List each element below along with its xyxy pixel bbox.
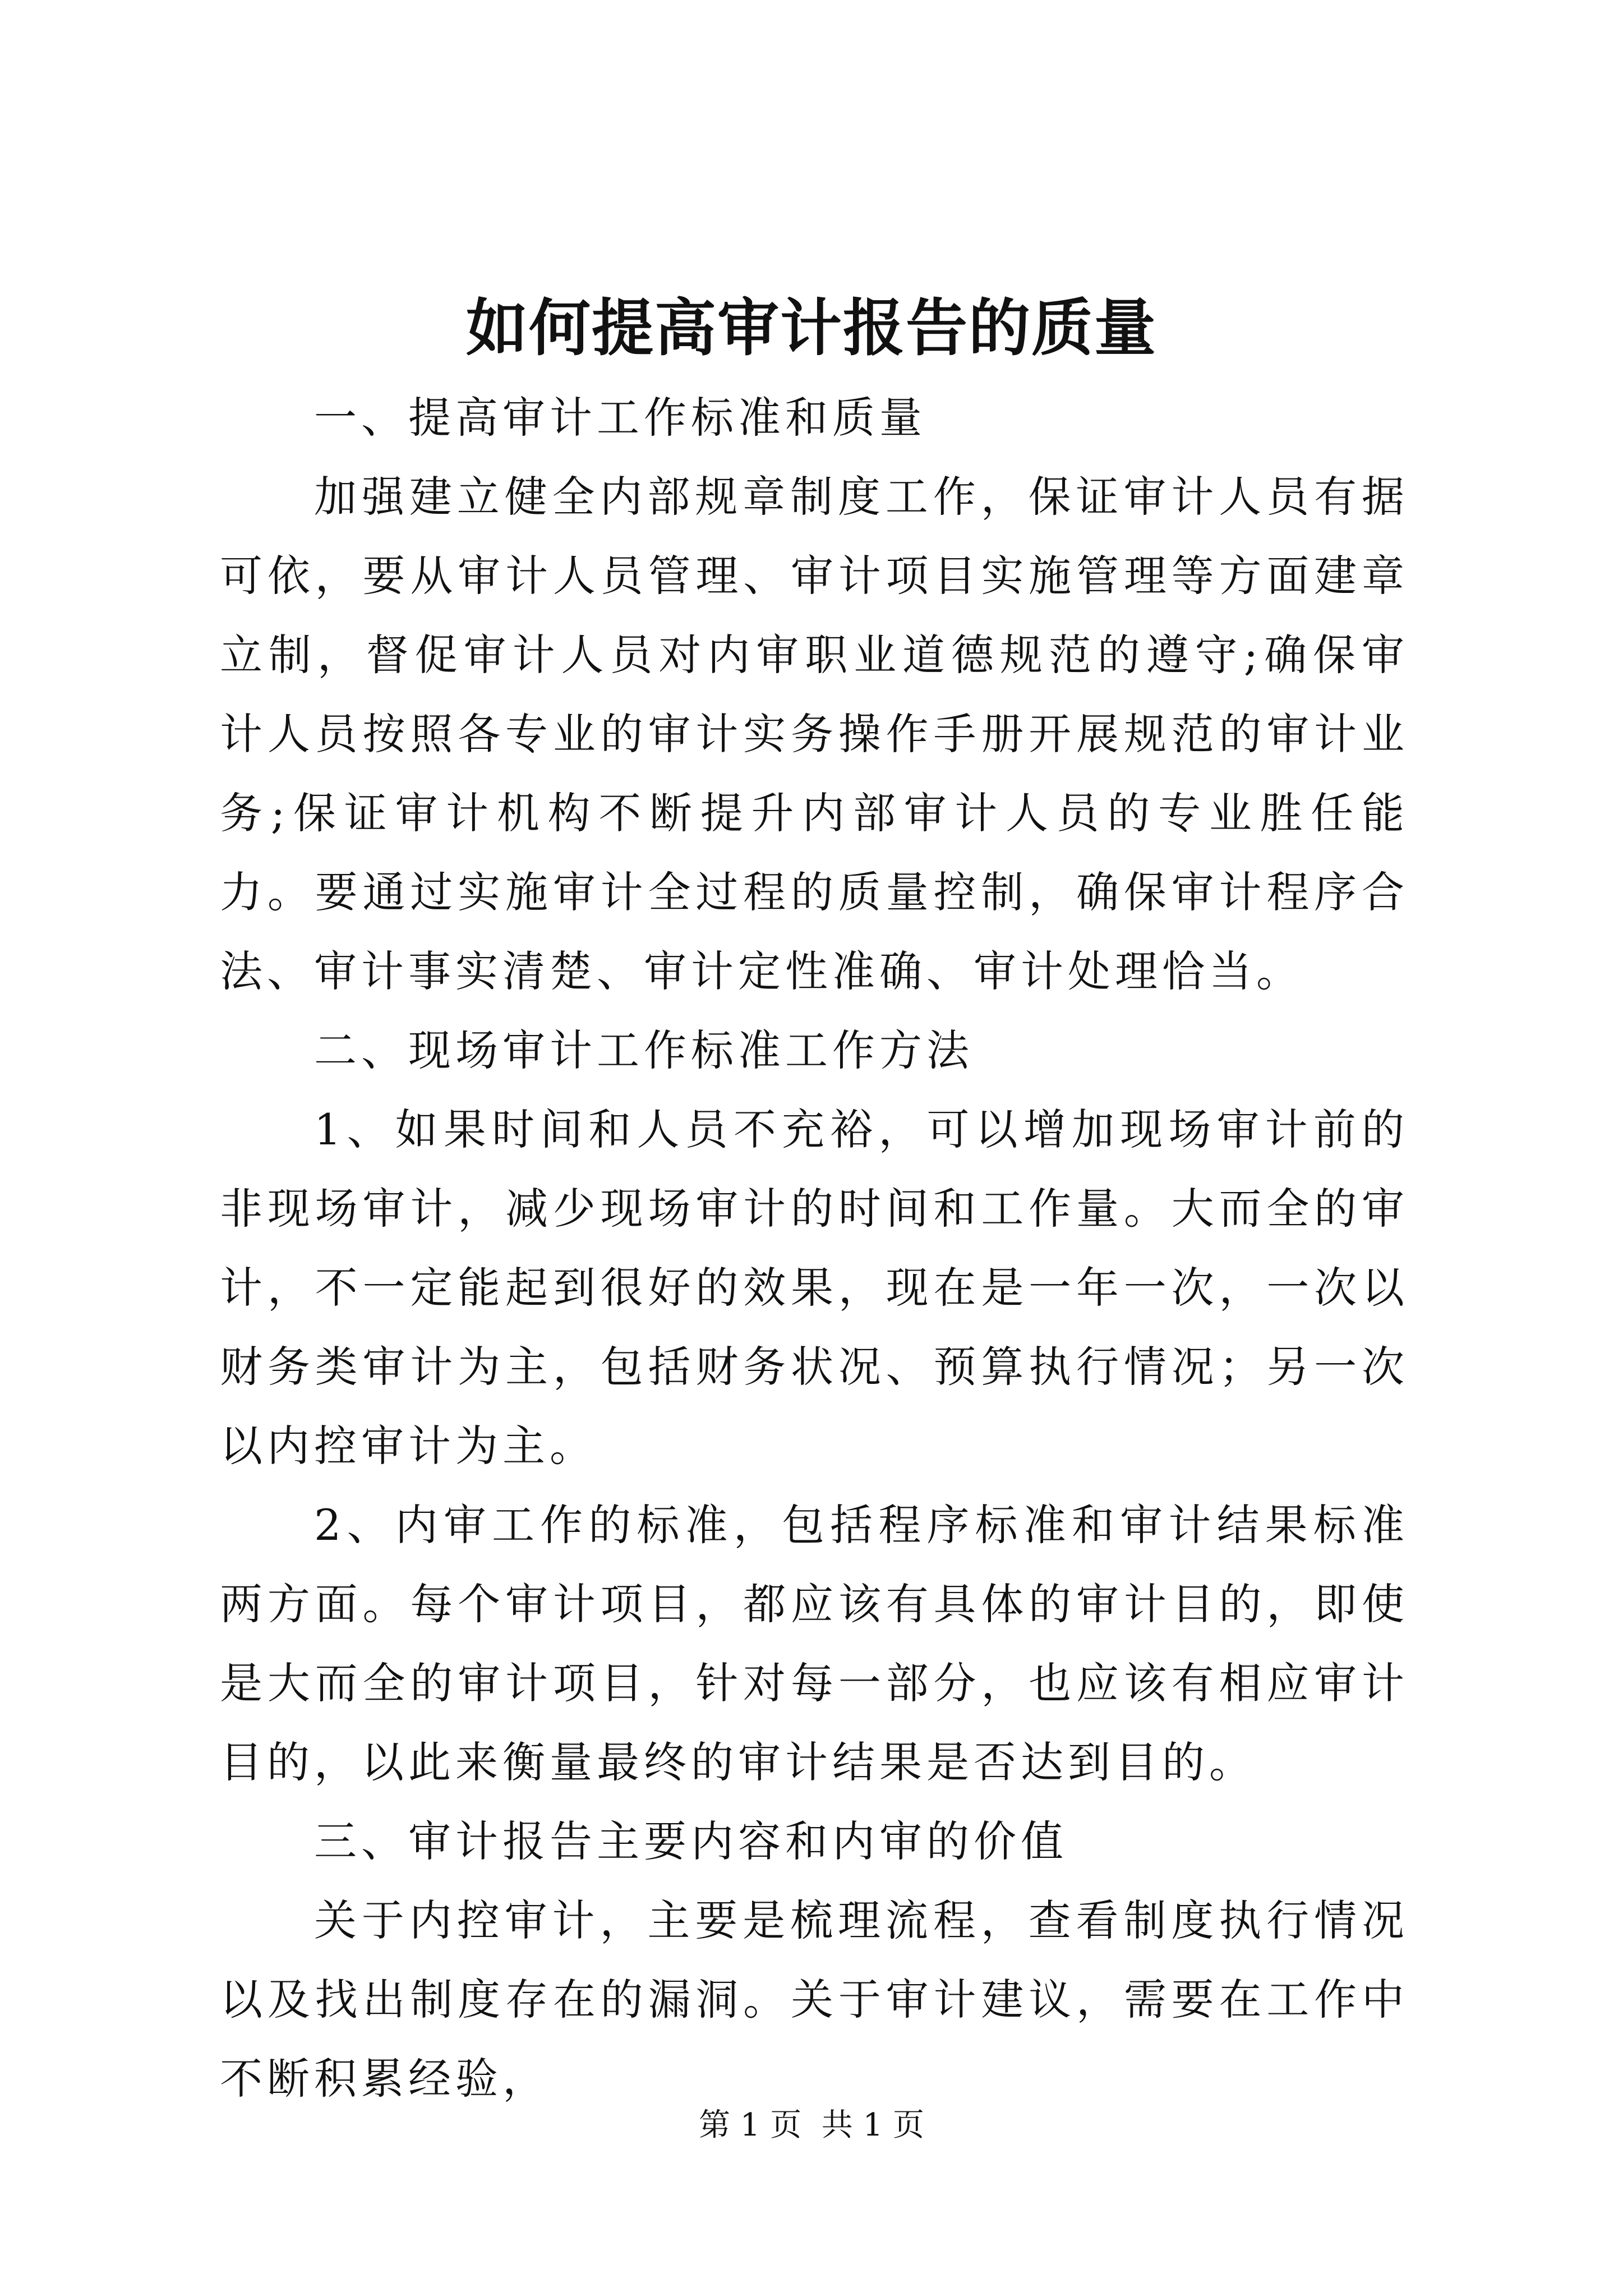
document-title: 如何提高审计报告的质量 [466,292,1157,364]
body-paragraph-4: 关于内控审计，主要是梳理流程，查看制度执行情况以及找出制度存在的漏洞。关于审计建议，需要在工作中不断积累经验， [220,1895,1409,2104]
document-body [220,378,1409,2118]
body-paragraph-3: 2、内审工作的标准，包括程序标准和审计结果标准两方面。每个审计项目，都应该有具体的审计目的，即使是大而全的审计项目，针对每一部分，也应该有相应审计目的，以此来衡量最终的审计结果是否达到目的。 [220,1500,1409,1787]
page-footer: 第 1 页 共 1 页 [698,2107,925,2143]
body-paragraph-2: 1、如果时间和人员不充裕，可以增加现场审计前的非现场审计，减少现场审计的时间和工作量。大而全的审计，不一定能起到很好的效果，现在是一年一次，一次以财务类审计为主，包括财务状况、预算执行情况；另一次以内控审计为主。 [220,1105,1409,1471]
section-heading-3: 三、审计报告主要内容和内审的价值 [314,1816,1068,1866]
section-heading-1: 一、提高审计工作标准和质量 [314,393,926,443]
body-paragraph-1: 加强建立健全内部规章制度工作，保证审计人员有据可依，要从审计人员管理、审计项目实施管理等方面建章立制，督促审计人员对内审职业道德规范的遵守;确保审计人员按照各专业的审计实务操作手册开展规范的审计业务;保证审计机构不断提升内部审计人员的专业胜任能力。要通过实施审计全过程的质量控制，确保审计程序合法、审计事实清楚、审计定性准确、审计处理恰当。 [220,472,1409,996]
section-heading-2: 二、现场审计工作标准工作方法 [314,1025,974,1075]
